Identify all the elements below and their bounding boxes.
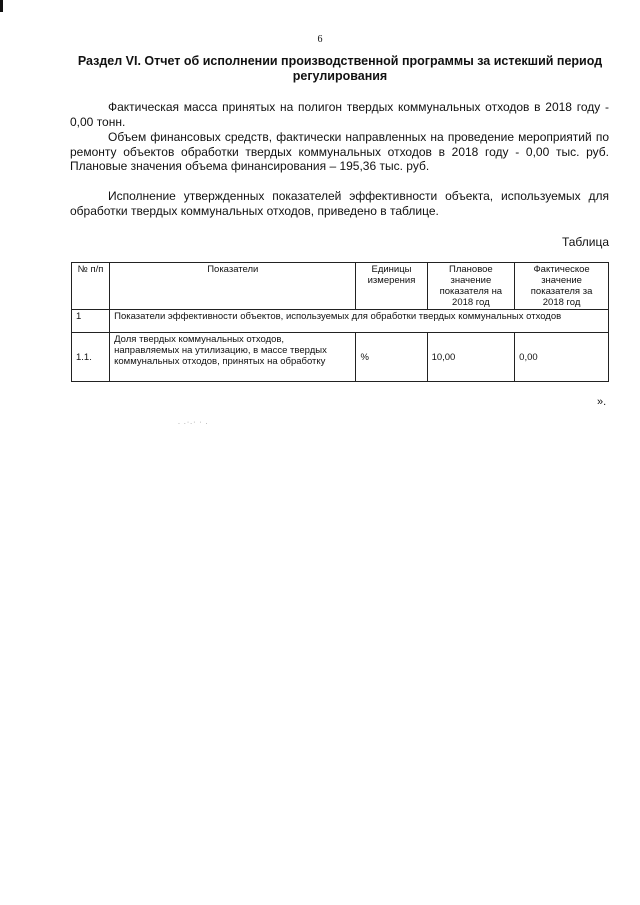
scan-specks: . .·.· · . xyxy=(178,419,209,426)
closing-quote-mark: ». xyxy=(597,396,607,408)
scan-edge-mark xyxy=(0,0,3,12)
paragraph-finance: Объем финансовых средств, фактически направленных на проведение мероприятий по ремонту объектов обработки твердых коммунальных отходов в 2018 году - 0,00 тыс. руб. Плановые значения объема финансирования – 195,36 тыс. руб. xyxy=(70,130,609,174)
item-num: 1.1. xyxy=(72,333,110,382)
paragraph-indicators: Исполнение утвержденных показателей эффективности объекта, используемых для обработки твердых коммунальных отходов, приведено в таблице. xyxy=(70,189,609,218)
table-row-group xyxy=(72,310,609,333)
paragraph-mass: Фактическая масса принятых на полигон твердых коммунальных отходов в 2018 году - 0,00 тонн. xyxy=(70,100,609,129)
item-indicator: Доля твердых коммунальных отходов, направляемых на утилизацию, в массе твердых коммунальных отходов, принятых на обработку xyxy=(110,333,356,382)
header-fact: Фактическое значение показателя за 2018 год xyxy=(515,263,609,310)
group-num: 1 xyxy=(72,310,110,333)
header-indicator: Показатели xyxy=(110,263,356,310)
header-plan: Плановое значение показателя на 2018 год xyxy=(427,263,515,310)
indicators-table xyxy=(71,262,609,382)
page-number: 6 xyxy=(317,34,323,45)
item-plan: 10,00 xyxy=(427,333,515,382)
header-unit: Единицы измерения xyxy=(356,263,427,310)
item-unit: % xyxy=(356,333,427,382)
table-header-row xyxy=(72,263,609,310)
header-num: № п/п xyxy=(72,263,110,310)
item-fact: 0,00 xyxy=(515,333,609,382)
table-caption: Таблица xyxy=(561,235,609,249)
group-text: Показатели эффективности объектов, используемых для обработки твердых коммунальных отходов xyxy=(110,310,609,333)
section-title: Раздел VI. Отчет об исполнении производственной программы за истекший период регулирования xyxy=(77,54,603,83)
table-row-item xyxy=(72,333,609,382)
